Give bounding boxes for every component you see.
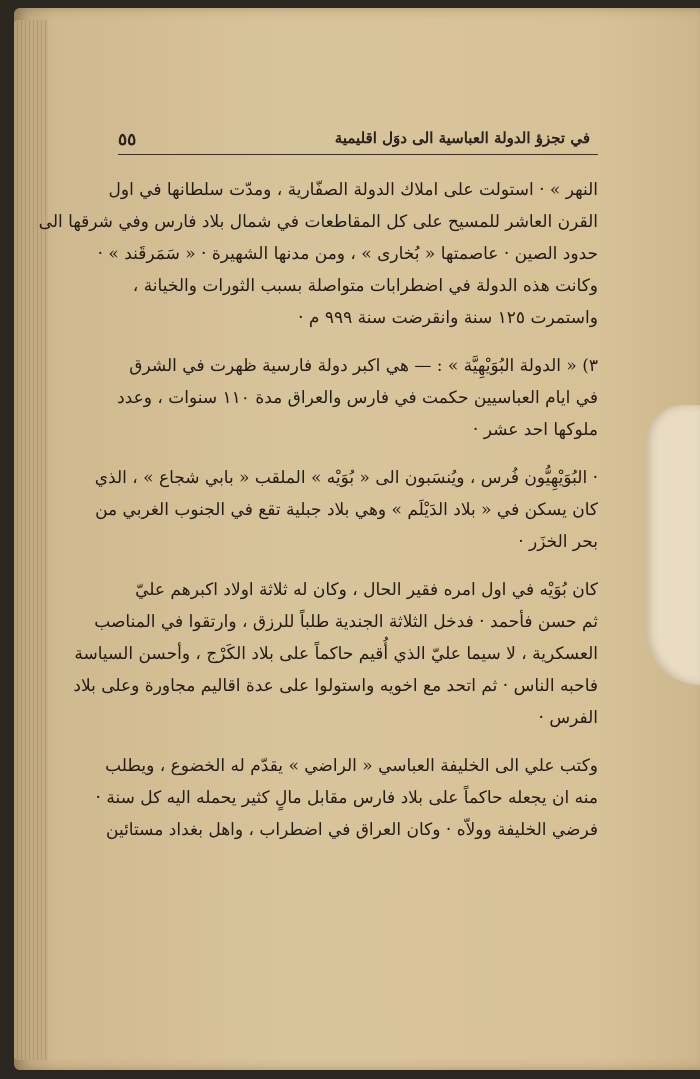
text-line: ملوكها احد عشر ·	[472, 420, 598, 440]
text-line: واستمرت ١٢٥ سنة وانقرضت سنة ٩٩٩ م ·	[298, 308, 598, 328]
running-title: في تجزؤ الدولة العباسية الى دوَل اقليمية	[334, 129, 590, 147]
text-line: حدود الصين · عاصمتها « بُخارى » ، ومن مدنها الشهيرة · « سَمَرقَند » ·	[97, 244, 598, 264]
text-line: · البُوَيْهِيُّون فُرس ، ويُنسَبون الى « بُوَيْه » الملقب « بابي شجاع » ، الذي	[94, 468, 598, 488]
text-line: الفرس ·	[538, 708, 598, 728]
text-line: فرضي الخليفة وولاّه · وكان العراق في اضطراب ، واهل بغداد مستائين	[106, 820, 598, 840]
page-header	[118, 128, 598, 155]
text-line: العسكرية ، لا سيما عليّ الذي أُقيم حاكماً على بلاد الكَرْج ، وأحسن السياسة	[74, 644, 598, 664]
text-line: كان يسكن في « بلاد الدَيْلَم » وهي بلاد جبلية تقع في الجنوب الغربي من	[95, 500, 598, 520]
text-line: كان بُوَيْه في اول امره فقير الحال ، وكان له ثلاثة اولاد اكبرهم عليّ	[135, 580, 598, 600]
text-line: النهر » · استولت على املاك الدولة الصفّارية ، ومدّت سلطانها في اول	[108, 180, 598, 200]
text-line: منه ان يجعله حاكماً على بلاد فارس مقابل مالٍ كثير يحمله اليه كل سنة ·	[95, 788, 598, 808]
text-line: وكانت هذه الدولة في اضطرابات متواصلة بسبب الثورات والخيانة ،	[132, 276, 598, 296]
text-line: وكتب علي الى الخليفة العباسي « الراضي » يقدّم له الخضوع ، ويطلب	[105, 756, 598, 776]
torn-page-edge	[646, 405, 700, 685]
text-line: فاحبه الناس · ثم اتحد مع اخويه واستولوا على عدة اقاليم مجاورة وعلى بلاد	[73, 676, 598, 696]
text-line: القرن العاشر للمسيح على كل المقاطعات في شمال بلاد فارس وفي شرقها الى	[38, 212, 598, 232]
text-line: ٣) « الدولة البُوَيْهِيَّة » : — هي اكبر دولة فارسية ظهرت في الشرق	[129, 356, 598, 376]
text-line: بحر الخزَر ·	[518, 532, 598, 552]
text-line: في ايام العباسيين حكمت في فارس والعراق مدة ١١٠ سنوات ، وعدد	[117, 388, 598, 408]
page-stack-edge	[14, 20, 48, 1060]
page-number: ٥٥	[118, 130, 137, 150]
text-line: ثم حسن فأحمد · فدخل الثلاثة الجندية طلباً للرزق ، وارتقوا في المناصب	[94, 612, 598, 632]
